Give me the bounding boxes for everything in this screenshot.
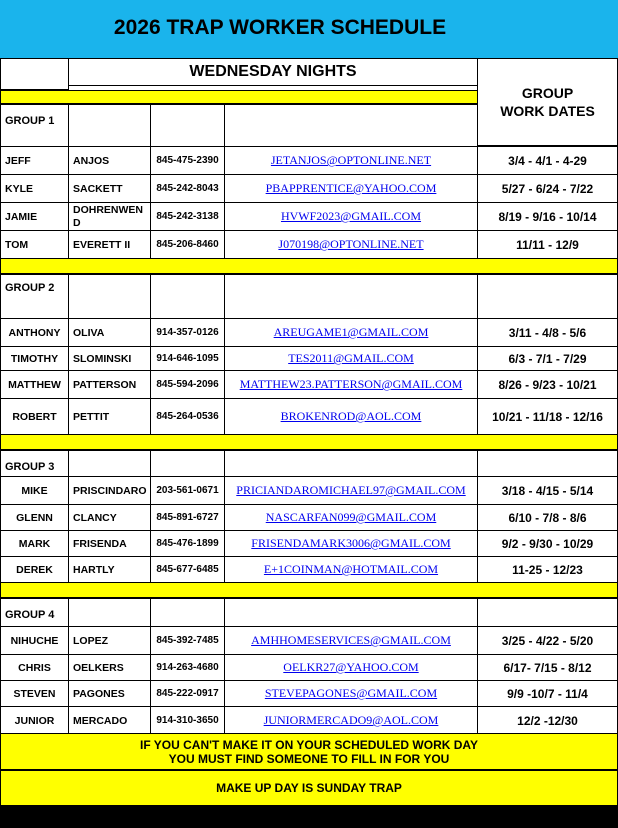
email-link[interactable]: PBAPPRENTICE@YAHOO.COM <box>224 174 478 203</box>
phone-cell: 914-357-0126 <box>150 318 225 347</box>
group-label: GROUP 2 <box>0 274 69 319</box>
group-header-blank-cell <box>224 274 478 319</box>
work-dates-cell: 12/2 -12/30 <box>477 706 618 735</box>
notice-line-1: IF YOU CAN'T MAKE IT ON YOUR SCHEDULED WORK DAY <box>140 738 478 752</box>
subtitle: WEDNESDAY NIGHTS <box>68 58 478 86</box>
phone-cell: 914-263-4680 <box>150 654 225 681</box>
work-dates-cell: 8/26 - 9/23 - 10/21 <box>477 370 618 399</box>
phone-cell: 845-677-6485 <box>150 556 225 583</box>
email-link[interactable]: BROKENROD@AOL.COM <box>224 398 478 435</box>
notice-line-2: YOU MUST FIND SOMEONE TO FILL IN FOR YOU <box>168 752 450 766</box>
group-header-blank-cell <box>68 450 151 477</box>
group-header-blank-cell <box>477 450 618 477</box>
email-link[interactable]: HVWF2023@GMAIL.COM <box>224 202 478 231</box>
work-dates-cell: 8/19 - 9/16 - 10/14 <box>477 202 618 231</box>
first-name-cell: JUNIOR <box>0 706 69 735</box>
phone-cell: 845-222-0917 <box>150 680 225 707</box>
group-header-blank-cell <box>68 104 151 147</box>
group-header-blank-cell <box>150 104 225 147</box>
first-name-cell: TOM <box>0 230 69 259</box>
group-work-dates-header <box>477 58 618 146</box>
makeup-text: MAKE UP DAY IS SUNDAY TRAP <box>216 781 402 795</box>
last-name-cell: PATTERSON <box>68 370 151 399</box>
first-name-cell: MATTHEW <box>0 370 69 399</box>
header-work-dates-label: WORK DATES <box>500 103 595 119</box>
page-title: 2026 TRAP WORKER SCHEDULE <box>113 16 447 39</box>
group-label: GROUP 4 <box>0 598 69 627</box>
work-dates-cell: 11-25 - 12/23 <box>477 556 618 583</box>
phone-cell: 845-206-8460 <box>150 230 225 259</box>
first-name-cell: JAMIE <box>0 202 69 231</box>
email-link[interactable]: PRICIANDAROMICHAEL97@GMAIL.COM <box>224 476 478 505</box>
header-blank-cell <box>0 58 69 90</box>
work-dates-cell: 3/25 - 4/22 - 5/20 <box>477 626 618 655</box>
last-name-cell: MERCADO <box>68 706 151 735</box>
group-header-blank-cell <box>150 450 225 477</box>
phone-cell: 845-242-8043 <box>150 174 225 203</box>
last-name-cell: PETTIT <box>68 398 151 435</box>
email-link[interactable]: AREUGAME1@GMAIL.COM <box>224 318 478 347</box>
last-name-cell: OELKERS <box>68 654 151 681</box>
first-name-cell: CHRIS <box>0 654 69 681</box>
group-separator-bar <box>0 434 618 450</box>
email-link[interactable]: NASCARFAN099@GMAIL.COM <box>224 504 478 531</box>
phone-cell: 914-310-3650 <box>150 706 225 735</box>
work-dates-cell: 3/11 - 4/8 - 5/6 <box>477 318 618 347</box>
group-header-blank-cell <box>68 598 151 627</box>
group-header-blank-cell <box>68 274 151 319</box>
phone-cell: 845-475-2390 <box>150 146 225 175</box>
last-name-cell: SACKETT <box>68 174 151 203</box>
work-dates-cell: 6/10 - 7/8 - 8/6 <box>477 504 618 531</box>
group-separator-bar <box>0 258 618 274</box>
email-link[interactable]: AMHHOMESERVICES@GMAIL.COM <box>224 626 478 655</box>
first-name-cell: JEFF <box>0 146 69 175</box>
email-link[interactable]: FRISENDAMARK3006@GMAIL.COM <box>224 530 478 557</box>
first-name-cell: STEVEN <box>0 680 69 707</box>
work-dates-cell: 3/18 - 4/15 - 5/14 <box>477 476 618 505</box>
email-link[interactable]: STEVEPAGONES@GMAIL.COM <box>224 680 478 707</box>
phone-cell: 845-264-0536 <box>150 398 225 435</box>
group-separator-bar <box>0 582 618 598</box>
work-dates-cell: 10/21 - 11/18 - 12/16 <box>477 398 618 435</box>
group-header-blank-cell <box>224 598 478 627</box>
header-group-label: GROUP <box>521 85 574 101</box>
work-dates-cell: 9/2 - 9/30 - 10/29 <box>477 530 618 557</box>
last-name-cell: PRISCINDARO <box>68 476 151 505</box>
first-name-cell: TIMOTHY <box>0 346 69 371</box>
last-name-cell: OLIVA <box>68 318 151 347</box>
phone-cell: 845-242-3138 <box>150 202 225 231</box>
work-dates-cell: 6/17- 7/15 - 8/12 <box>477 654 618 681</box>
first-name-cell: ANTHONY <box>0 318 69 347</box>
first-name-cell: DEREK <box>0 556 69 583</box>
work-dates-cell: 11/11 - 12/9 <box>477 230 618 259</box>
email-link[interactable]: E+1COINMAN@HOTMAIL.COM <box>224 556 478 583</box>
group-header-blank-cell <box>150 274 225 319</box>
group-label: GROUP 1 <box>0 104 69 147</box>
group-header-blank-cell <box>224 450 478 477</box>
phone-cell: 203-561-0671 <box>150 476 225 505</box>
email-link[interactable]: OELKR27@YAHOO.COM <box>224 654 478 681</box>
group-header-blank-cell <box>477 274 618 319</box>
email-link[interactable]: JETANJOS@OPTONLINE.NET <box>224 146 478 175</box>
last-name-cell: PAGONES <box>68 680 151 707</box>
work-dates-cell: 3/4 - 4/1 - 4-29 <box>477 146 618 175</box>
last-name-cell: ANJOS <box>68 146 151 175</box>
last-name-cell: FRISENDA <box>68 530 151 557</box>
first-name-cell: MARK <box>0 530 69 557</box>
first-name-cell: GLENN <box>0 504 69 531</box>
last-name-cell: HARTLY <box>68 556 151 583</box>
phone-cell: 845-392-7485 <box>150 626 225 655</box>
first-name-cell: NIHUCHE <box>0 626 69 655</box>
phone-cell: 845-476-1899 <box>150 530 225 557</box>
email-link[interactable]: MATTHEW23.PATTERSON@GMAIL.COM <box>224 370 478 399</box>
phone-cell: 914-646-1095 <box>150 346 225 371</box>
header-yellow-bar <box>0 90 478 104</box>
email-link[interactable]: JUNIORMERCADO9@AOL.COM <box>224 706 478 735</box>
work-dates-cell: 5/27 - 6/24 - 7/22 <box>477 174 618 203</box>
group-header-blank-cell <box>477 598 618 627</box>
group-label: GROUP 3 <box>0 450 69 477</box>
first-name-cell: ROBERT <box>0 398 69 435</box>
first-name-cell: KYLE <box>0 174 69 203</box>
last-name-cell: EVERETT II <box>68 230 151 259</box>
last-name-cell: DOHRENWEND <box>68 202 151 231</box>
last-name-cell: LOPEZ <box>68 626 151 655</box>
notice-box <box>0 733 618 770</box>
last-name-cell: SLOMINSKI <box>68 346 151 371</box>
email-link[interactable]: TES2011@GMAIL.COM <box>224 346 478 371</box>
last-name-cell: CLANCY <box>68 504 151 531</box>
work-dates-cell: 6/3 - 7/1 - 7/29 <box>477 346 618 371</box>
work-dates-cell: 9/9 -10/7 - 11/4 <box>477 680 618 707</box>
group-header-blank-cell <box>150 598 225 627</box>
group-header-blank-cell <box>224 104 478 147</box>
email-link[interactable]: J070198@OPTONLINE.NET <box>224 230 478 259</box>
makeup-box <box>0 770 618 806</box>
first-name-cell: MIKE <box>0 476 69 505</box>
phone-cell: 845-594-2096 <box>150 370 225 399</box>
phone-cell: 845-891-6727 <box>150 504 225 531</box>
